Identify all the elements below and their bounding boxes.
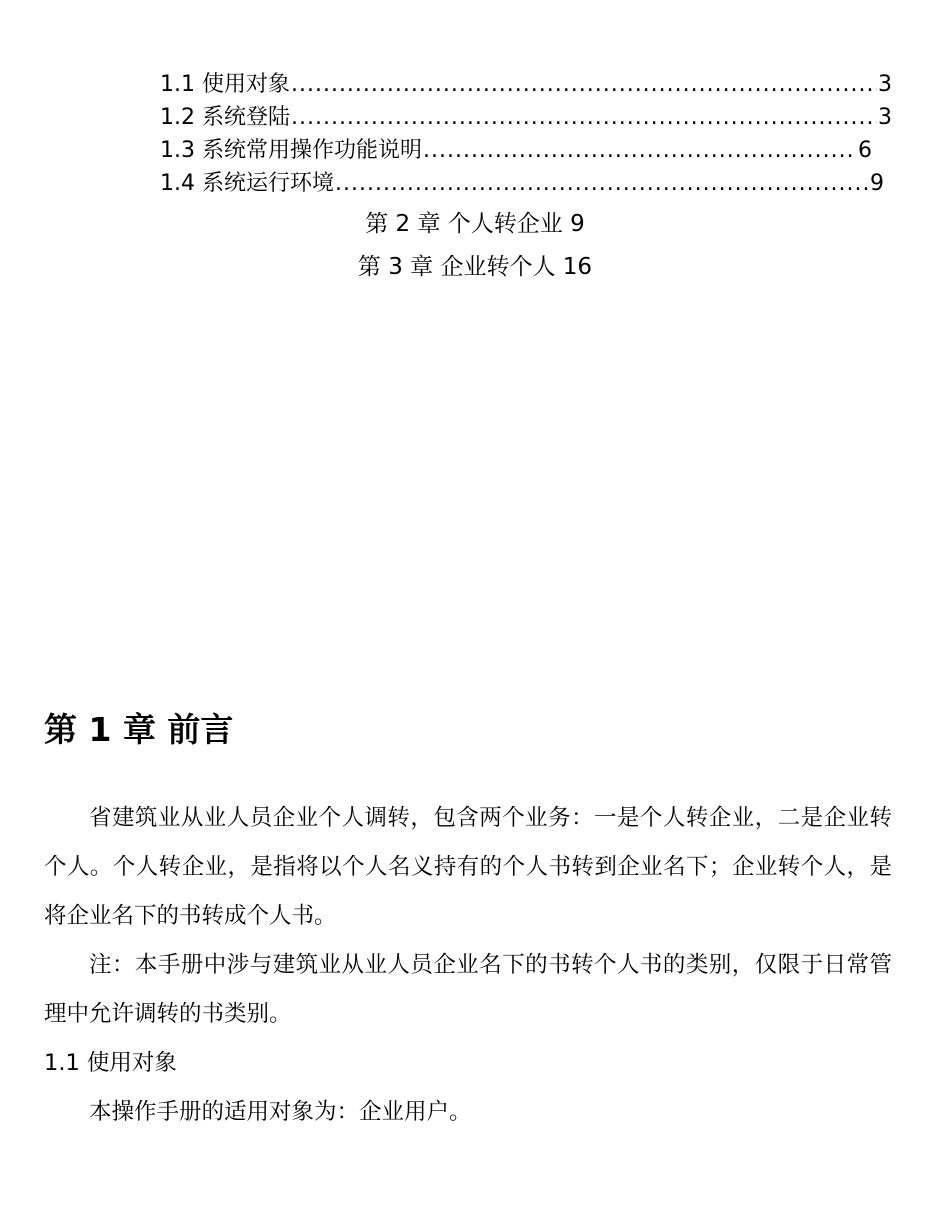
toc-entry-page: 3	[878, 105, 892, 130]
toc-leader-dots	[335, 167, 869, 200]
toc-entry-page: 6	[858, 138, 872, 163]
body-paragraph: 省建筑业从业人员企业个人调转，包含两个业务：一是个人转企业，二是企业转个人。个人转企业，是指将以个人名义持有的个人书转到企业名下；企业转个人，是将企业名下的书转成个人书。	[44, 805, 892, 929]
toc-entry-1-3[interactable]	[160, 134, 872, 167]
toc-entry-page: 9	[870, 171, 884, 196]
body-paragraph: 注：本手册中涉与建筑业从业人员企业名下的书转个人书的类别，仅限于日常管理中允许调转的书类别。	[44, 952, 892, 1027]
toc-entry-label: 1.4 系统运行环境	[160, 171, 334, 196]
toc-entry-1-2[interactable]	[160, 101, 892, 134]
toc-leader-dots	[423, 134, 857, 167]
body-paragraph: 本操作手册的适用对象为：企业用户。	[89, 1099, 472, 1125]
toc-chapter-3[interactable]: 第 3 章 企业转个人 16	[357, 254, 593, 280]
toc-entry-1-4[interactable]	[160, 167, 884, 200]
section-heading: 1.1 使用对象	[44, 1050, 177, 1076]
table-of-contents	[160, 68, 892, 200]
chapter-heading: 第 1 章 前言	[44, 710, 234, 749]
toc-entry-label: 1.2 系统登陆	[160, 105, 290, 130]
toc-leader-dots	[291, 68, 877, 101]
toc-leader-dots	[291, 101, 877, 134]
toc-entry-label: 1.1 使用对象	[160, 72, 290, 97]
toc-chapter-2[interactable]: 第 2 章 个人转企业 9	[365, 211, 585, 237]
chapter-body	[44, 794, 892, 1137]
toc-entry-page: 3	[878, 72, 892, 97]
toc-entry-1-1[interactable]	[160, 68, 892, 101]
toc-entry-label: 1.3 系统常用操作功能说明	[160, 138, 422, 163]
